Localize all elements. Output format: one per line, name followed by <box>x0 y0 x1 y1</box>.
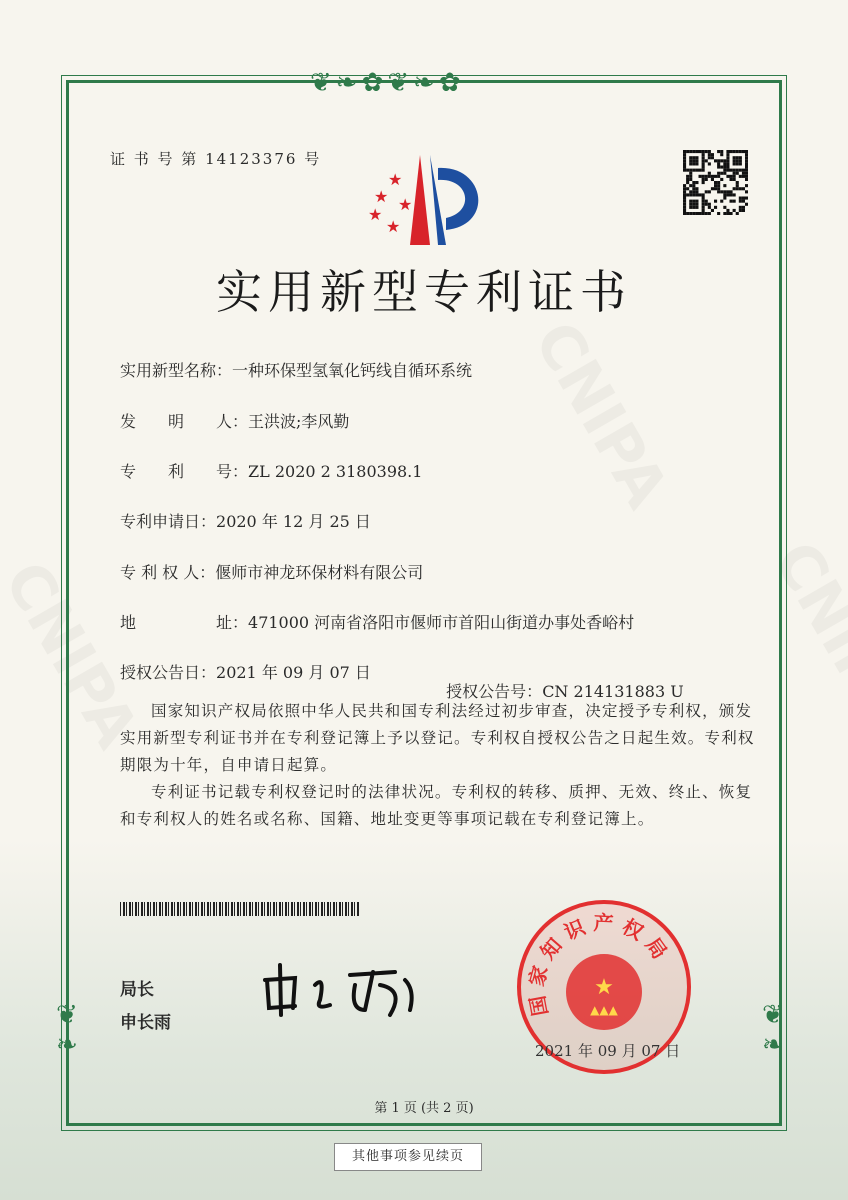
qr-code <box>683 150 748 215</box>
cnipa-logo-icon <box>360 150 490 250</box>
certificate-number: 证 书 号 第 14123376 号 <box>110 150 322 168</box>
seal-date: 2021 年 09 月 07 日 <box>535 1042 681 1060</box>
field-row <box>120 560 423 583</box>
field-value: 2021 年 09 月 07 日 <box>216 663 371 682</box>
field-value: 2020 年 12 月 25 日 <box>216 512 371 531</box>
field-label: 专 利 号： <box>120 462 249 481</box>
field-label: 实用新型名称： <box>120 361 233 380</box>
field-value: 一种环保型氢氧化钙线自循环系统 <box>232 361 473 380</box>
field-value: CN 214131883 U <box>542 682 684 701</box>
barcode <box>120 902 360 916</box>
field-row <box>120 459 422 482</box>
director-title: 局长 <box>120 980 154 1000</box>
signature <box>255 960 435 1020</box>
ornament-icon: ❦ ❧ <box>56 1000 78 1060</box>
field-value: 471000 河南省洛阳市偃师市首阳山街道办事处香峪村 <box>248 613 635 632</box>
svg-text:▲▲▲: ▲▲▲ <box>590 1003 618 1017</box>
svg-text:国家知识产权局: 国家知识产权局 <box>523 910 677 1018</box>
svg-text:★: ★ <box>368 205 383 224</box>
field-label: 专 利 权 人： <box>120 563 216 582</box>
field-row <box>120 509 371 532</box>
paragraph: 专利证书记载专利权登记时的法律状况。专利权的转移、质押、无效、终止、恢复和专利权人的姓名或名称、国籍、地址变更等事项记载在专利登记簿上。 <box>120 783 753 828</box>
svg-text:★: ★ <box>388 170 403 189</box>
field-value: 偃师市神龙环保材料有限公司 <box>215 563 424 582</box>
svg-text:★: ★ <box>594 975 614 1000</box>
page-number: 第 1 页 (共 2 页) <box>374 1101 474 1116</box>
field-label: 地 址： <box>120 613 249 632</box>
field-label: 授权公告日： <box>120 663 217 682</box>
ornament-icon: ❦❧✿❦❧✿ <box>310 68 465 98</box>
field-label: 专利申请日： <box>120 512 217 531</box>
field-row <box>120 610 634 633</box>
ornament-icon: ❦ ❧ <box>762 1000 784 1060</box>
continuation-note: 其他事项参见续页 <box>334 1143 482 1171</box>
svg-text:★: ★ <box>374 187 389 206</box>
field-label: 授权公告号： <box>446 682 543 701</box>
director-name: 申长雨 <box>120 1013 171 1033</box>
page-title: 实用新型专利证书 <box>216 265 632 319</box>
svg-text:★: ★ <box>386 217 401 236</box>
field-row <box>120 358 472 381</box>
svg-text:★: ★ <box>398 195 413 214</box>
field-row <box>120 660 371 683</box>
announcement-number <box>436 660 684 702</box>
field-value: ZL 2020 2 3180398.1 <box>248 462 423 481</box>
field-value: 王洪波;李风勤 <box>248 412 350 431</box>
paragraph: 国家知识产权局依照中华人民共和国专利法经过初步审查，决定授予专利权，颁发实用新型专利证书并在专利登记簿上予以登记。专利权自授权公告之日起生效。专利权期限为十年，自申请日起算。 <box>120 702 755 774</box>
field-row <box>120 409 349 432</box>
field-label: 发 明 人： <box>120 412 249 431</box>
